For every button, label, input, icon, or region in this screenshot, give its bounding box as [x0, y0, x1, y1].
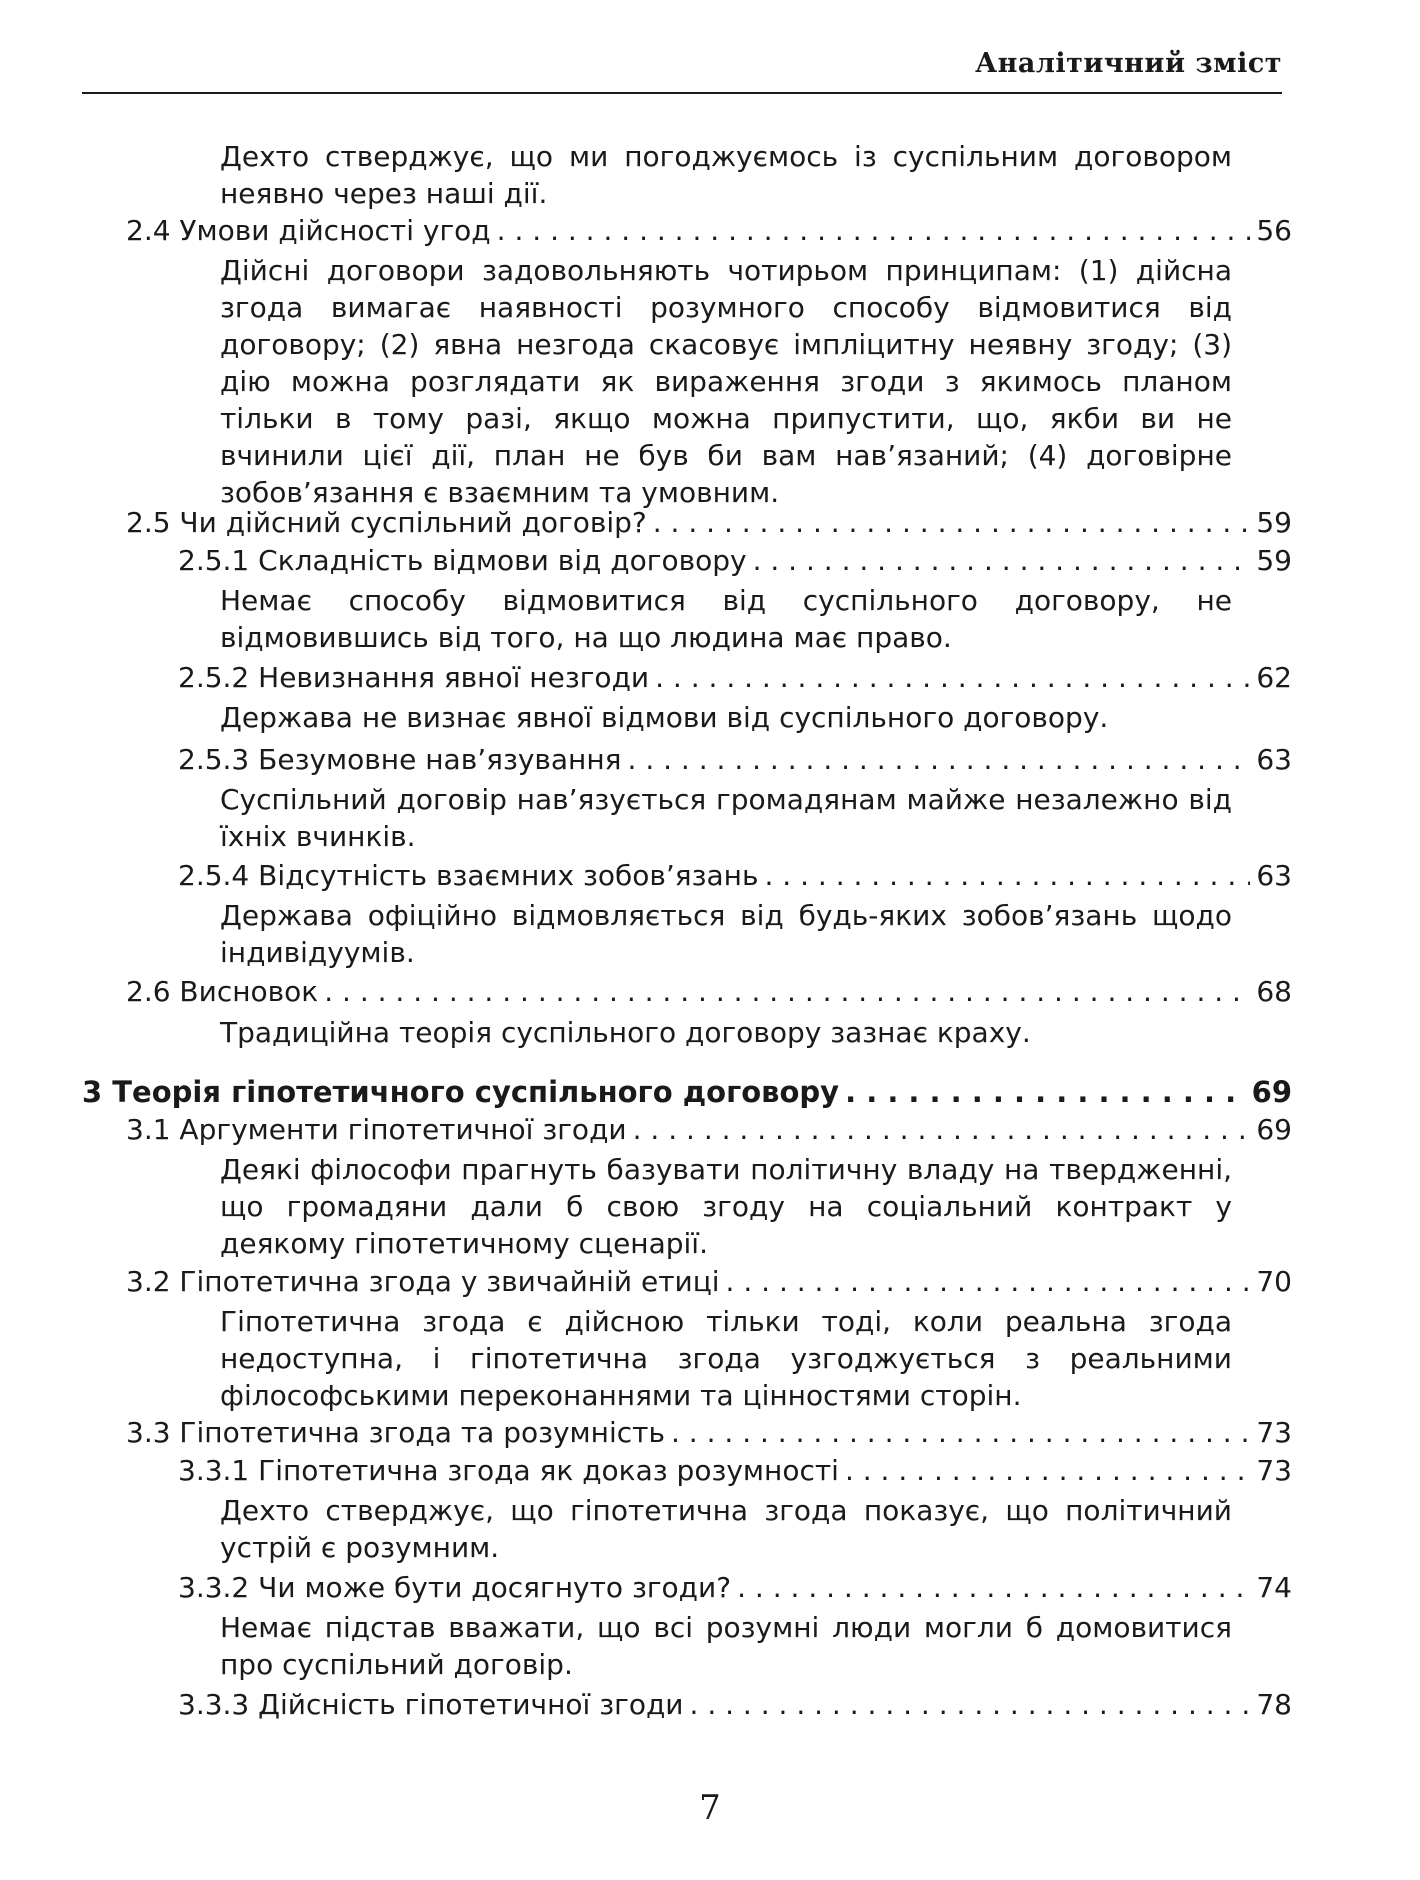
toc-page-number: 78	[1256, 1688, 1292, 1721]
toc-entry-title: 3.3.1 Гіпотетична згода як доказ розумності	[178, 1454, 839, 1487]
dot-leader	[497, 212, 1251, 249]
summary-3-3-1: Дехто стверджує, що гіпотетична згода показує, що політичний устрій є розумним.	[220, 1494, 1232, 1564]
toc-page-number: 68	[1256, 975, 1292, 1008]
dot-leader	[671, 1414, 1250, 1451]
toc-entry-title: 2.5 Чи дійсний суспільний договір?	[126, 506, 647, 539]
running-header-title: Аналітичний зміст	[975, 48, 1282, 79]
toc-page-number: 73	[1256, 1454, 1292, 1487]
toc-entry-3-3-2[interactable]	[178, 1569, 1292, 1606]
dot-leader	[690, 1686, 1251, 1723]
toc-entry-title: 2.6 Висновок	[126, 975, 319, 1008]
toc-entry-title: 3.2 Гіпотетична згода у звичайній етиці	[126, 1265, 720, 1298]
dot-leader	[845, 1074, 1246, 1111]
toc-entry-title: 3.1 Аргументи гіпотетичної згоди	[126, 1113, 627, 1146]
toc-entry-3-3[interactable]	[126, 1414, 1292, 1451]
toc-entry-title: 3.3 Гіпотетична згода та розумність	[126, 1416, 665, 1449]
page-number: 7	[699, 1788, 721, 1828]
toc-entry-2-6[interactable]	[126, 973, 1292, 1010]
summary-2-5-3: Суспільний договір нав’язується громадянам майже незалежно від їхніх вчинків.	[220, 783, 1232, 853]
dot-leader	[628, 741, 1251, 778]
toc-page-number: 63	[1256, 743, 1292, 776]
toc-entry-title: 2.4 Умови дійсності угод	[126, 214, 491, 247]
toc-entry-2-4[interactable]	[126, 212, 1292, 249]
dot-leader	[655, 659, 1250, 696]
dot-leader	[765, 857, 1251, 894]
summary-3-3-2: Немає підстав вважати, що всі розумні люди могли б домовитися про суспільний договір.	[220, 1611, 1232, 1681]
dot-leader	[726, 1263, 1251, 1300]
toc-entry-3-3-3[interactable]	[178, 1686, 1292, 1723]
dot-leader	[324, 973, 1250, 1010]
toc-page-number: 69	[1251, 1075, 1292, 1109]
toc-page-number: 63	[1256, 859, 1292, 892]
summary-2-4: Дійсні договори задовольняють чотирьом принципам: (1) дійсна згода вимагає наявності розумного способу відмовитися від договору; (2) явна незгода скасовує імпліцитну неявну згоду; (3) дію можна розглядати як вираження згоди з якимось планом тільки в тому разі, якщо можна припустити, що, якби ви не вчинили цієї дії, план не був би вам нав’язаний; (4) договірне зобов’язання є взаємним та умовним.	[220, 254, 1232, 509]
dot-leader	[845, 1452, 1250, 1489]
toc-chapter-3[interactable]	[82, 1074, 1292, 1111]
summary-3-2: Гіпотетична згода є дійсною тільки тоді, коли реальна згода недоступна, і гіпотетична згода узгоджується з реальними філософськими переконаннями та цінностями сторін.	[220, 1305, 1232, 1412]
toc-entry-3-2[interactable]	[126, 1263, 1292, 1300]
toc-entry-3-3-1[interactable]	[178, 1452, 1292, 1489]
toc-page-number: 74	[1256, 1571, 1292, 1604]
running-header	[82, 46, 1282, 94]
toc-entry-3-1[interactable]	[126, 1111, 1292, 1148]
toc-page-number: 62	[1256, 661, 1292, 694]
toc-entry-2-5-3[interactable]	[178, 741, 1292, 778]
toc-page-number: 59	[1256, 506, 1292, 539]
toc-entry-title: 2.5.1 Складність відмови від договору	[178, 544, 747, 577]
dot-leader	[653, 504, 1251, 541]
dot-leader	[737, 1569, 1250, 1606]
toc-entry-title: 3.3.3 Дійсність гіпотетичної згоди	[178, 1688, 684, 1721]
toc-entry-2-5-2[interactable]	[178, 659, 1292, 696]
toc-entry-title: 2.5.3 Безумовне нав’язування	[178, 743, 622, 776]
dot-leader	[753, 542, 1251, 579]
summary-3-1: Деякі філософи прагнуть базувати політичну владу на твердженні, що громадяни дали б свою згоду на соціальний контракт у деякому гіпотетичному сценарії.	[220, 1153, 1232, 1260]
toc-entry-2-5-4[interactable]	[178, 857, 1292, 894]
toc-entry-title: 3.3.2 Чи може бути досягнуто згоди?	[178, 1571, 732, 1604]
toc-entry-2-5[interactable]	[126, 504, 1292, 541]
dot-leader	[633, 1111, 1251, 1148]
toc-chapter-title: 3 Теорія гіпотетичного суспільного договору	[82, 1075, 840, 1109]
toc-page-number: 59	[1256, 544, 1292, 577]
summary-intro: Дехто стверджує, що ми погоджуємось із суспільним договором неявно через наші дії.	[220, 140, 1232, 210]
summary-2-6: Традиційна теорія суспільного договору зазнає краху.	[220, 1016, 1031, 1049]
toc-page-number: 73	[1256, 1416, 1292, 1449]
toc-entry-2-5-1[interactable]	[178, 542, 1292, 579]
summary-2-5-2: Держава не визнає явної відмови від суспільного договору.	[220, 701, 1109, 734]
toc-page-number: 70	[1256, 1265, 1292, 1298]
summary-2-5-4: Держава офіційно відмовляється від будь-яких зобов’язань щодо індивідуумів.	[220, 899, 1232, 969]
summary-2-5-1: Немає способу відмовитися від суспільного договору, не відмовившись від того, на що людина має право.	[220, 584, 1232, 654]
toc-entry-title: 2.5.2 Невизнання явної незгоди	[178, 661, 650, 694]
toc-entry-title: 2.5.4 Відсутність взаємних зобов’язань	[178, 859, 759, 892]
toc-page-number: 69	[1256, 1113, 1292, 1146]
toc-page-number: 56	[1256, 214, 1292, 247]
